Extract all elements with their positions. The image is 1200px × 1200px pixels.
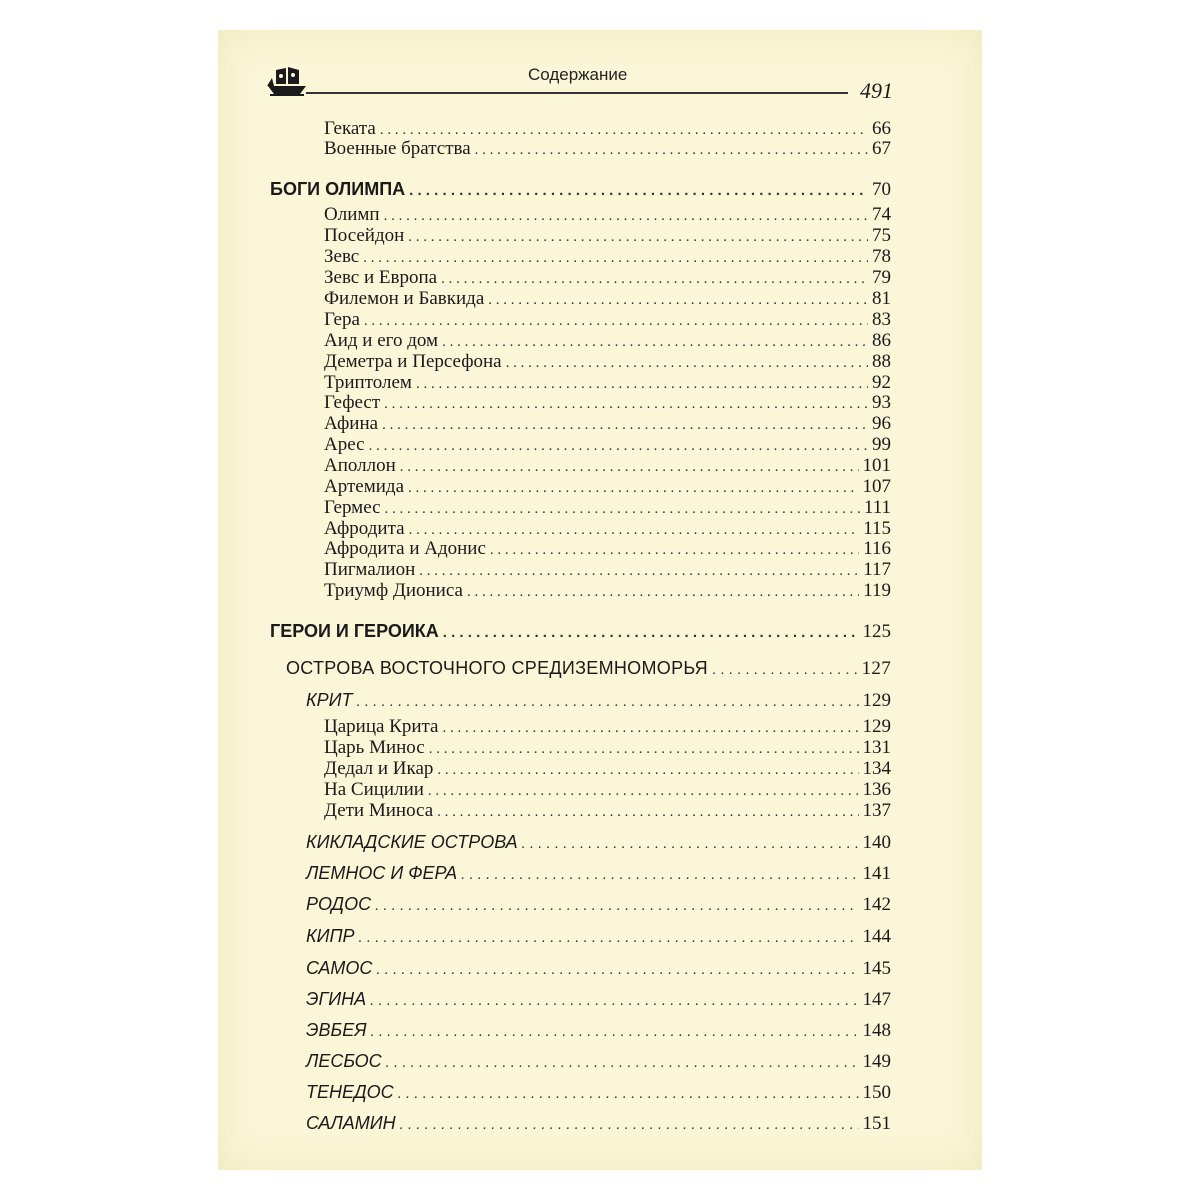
toc-entry-title: Афродита	[324, 518, 405, 539]
dot-leader	[475, 139, 868, 161]
toc-entry-page: 93	[872, 392, 891, 413]
toc-entry-page: 136	[862, 779, 891, 800]
toc-entry	[324, 288, 891, 311]
toc-entry-page: 131	[862, 737, 891, 758]
toc-entry	[324, 309, 891, 332]
dot-leader	[384, 393, 868, 415]
toc-entry	[324, 225, 891, 248]
dot-leader	[371, 1021, 859, 1043]
toc-entry	[324, 330, 891, 353]
toc-entry-title: Афродита и Адонис	[324, 538, 486, 559]
toc-entry	[324, 413, 891, 436]
toc-entry-page: 149	[862, 1051, 891, 1072]
toc-entry-page: 141	[862, 863, 891, 884]
toc-entry-title: Аид и его дом	[324, 330, 439, 351]
toc-entry	[306, 988, 891, 1012]
table-of-contents	[218, 30, 982, 1170]
toc-entry-title: Царь Минос	[324, 737, 425, 758]
toc-entry-page: 66	[872, 118, 891, 139]
toc-entry-page: 101	[862, 455, 891, 476]
toc-entry	[286, 657, 891, 681]
toc-entry-title: На Сицилии	[324, 779, 424, 800]
toc-entry	[324, 779, 891, 802]
toc-entry-page: 129	[862, 716, 891, 737]
toc-entry-page: 75	[872, 225, 891, 246]
toc-entry-page: 92	[872, 372, 891, 393]
toc-entry	[306, 1081, 891, 1105]
toc-entry-page: 83	[872, 309, 891, 330]
toc-entry-title: САЛАМИН	[306, 1113, 396, 1133]
dot-leader	[522, 833, 859, 855]
dot-leader	[442, 717, 858, 739]
dot-leader	[376, 959, 858, 981]
toc-entry-page: 140	[862, 832, 891, 853]
toc-entry-title: КРИТ	[306, 690, 353, 710]
toc-entry	[306, 831, 891, 855]
toc-entry-title: ЛЕМНОС И ФЕРА	[306, 863, 458, 883]
toc-entry-page: 148	[862, 1020, 891, 1041]
toc-entry-page: 134	[862, 758, 891, 779]
dot-leader	[400, 1114, 859, 1136]
dot-leader	[375, 895, 858, 917]
toc-entry-page: 99	[872, 434, 891, 455]
dot-leader	[398, 1083, 859, 1105]
dot-leader	[506, 352, 868, 374]
dot-leader	[357, 691, 859, 713]
dot-leader	[364, 310, 868, 332]
toc-entry	[306, 925, 891, 949]
toc-entry-title: ГЕРОИ И ГЕРОИКА	[270, 621, 439, 641]
dot-leader	[363, 247, 868, 269]
toc-entry-title: Арес	[324, 434, 365, 455]
book-page	[218, 30, 982, 1170]
toc-entry	[306, 862, 891, 886]
toc-entry	[324, 246, 891, 269]
dot-leader	[382, 414, 868, 436]
dot-leader	[441, 268, 868, 290]
toc-entry-title: КИПР	[306, 926, 355, 946]
toc-entry-title: Триптолем	[324, 372, 412, 393]
toc-entry-page: 67	[872, 138, 891, 159]
toc-entry-title: ТЕНЕДОС	[306, 1082, 394, 1102]
toc-entry-page: 129	[862, 690, 891, 711]
toc-entry	[324, 559, 891, 582]
toc-entry	[324, 580, 891, 603]
toc-entry	[324, 758, 891, 781]
toc-entry-title: Царица Крита	[324, 716, 439, 737]
dot-leader	[384, 205, 868, 227]
dot-leader	[408, 477, 859, 499]
toc-entry	[306, 689, 891, 713]
toc-entry-title: Зевс	[324, 246, 360, 267]
toc-entry-page: 127	[861, 658, 891, 679]
toc-entry-page: 144	[862, 926, 891, 947]
toc-entry	[306, 893, 891, 917]
dot-leader	[370, 990, 858, 1012]
toc-entry	[324, 351, 891, 374]
toc-entry-title: ОСТРОВА ВОСТОЧНОГО СРЕДИЗЕМНОМОРЬЯ	[286, 658, 708, 678]
toc-entry	[324, 434, 891, 457]
toc-entry-title: Зевс и Европа	[324, 267, 438, 288]
dot-leader	[712, 659, 858, 681]
dot-leader	[461, 864, 858, 886]
toc-entry-title: КИКЛАДСКИЕ ОСТРОВА	[306, 832, 518, 852]
toc-entry-title: Афина	[324, 413, 379, 434]
toc-entry-title: Деметра и Персефона	[324, 351, 502, 372]
toc-entry-page: 150	[862, 1082, 891, 1103]
dot-leader	[408, 226, 868, 248]
running-title: Содержание	[528, 65, 628, 84]
toc-entry-page: 115	[863, 518, 891, 539]
dot-leader	[386, 1052, 859, 1074]
toc-entry-title: Дети Миноса	[324, 800, 434, 821]
toc-entry	[324, 800, 891, 823]
toc-entry-title: Дедал и Икар	[324, 758, 434, 779]
toc-entry-page: 88	[872, 351, 891, 372]
page-number: 491	[860, 78, 893, 103]
toc-entry-title: ЛЕСБОС	[306, 1051, 382, 1071]
toc-entry	[324, 716, 891, 739]
dot-leader	[400, 456, 859, 478]
toc-entry-page: 117	[863, 559, 891, 580]
toc-entry-title: Геката	[324, 118, 376, 139]
dot-leader	[442, 331, 868, 353]
toc-entry	[270, 620, 891, 644]
toc-entry	[324, 267, 891, 290]
toc-entry-title: Филемон и Бавкида	[324, 288, 485, 309]
toc-entry-title: Триумф Диониса	[324, 580, 463, 601]
dot-leader	[437, 759, 858, 781]
toc-entry-page: 119	[863, 580, 891, 601]
toc-entry-title: БОГИ ОЛИМПА	[270, 179, 406, 199]
toc-entry-page: 78	[872, 246, 891, 267]
dot-leader	[490, 539, 859, 561]
toc-entry-title: САМОС	[306, 958, 373, 978]
toc-entry-page: 137	[862, 800, 891, 821]
toc-entry-page: 151	[862, 1113, 891, 1134]
toc-entry-title: Олимп	[324, 204, 380, 225]
toc-entry-page: 79	[872, 267, 891, 288]
toc-entry-page: 142	[862, 894, 891, 915]
toc-entry-title: Гера	[324, 309, 360, 330]
dot-leader	[385, 498, 860, 520]
toc-entry	[306, 1019, 891, 1043]
toc-entry	[324, 455, 891, 478]
dot-leader	[488, 289, 868, 311]
dot-leader	[429, 738, 859, 760]
dot-leader	[369, 435, 868, 457]
toc-entry-page: 86	[872, 330, 891, 351]
toc-entry	[324, 497, 891, 520]
toc-entry-page: 125	[862, 621, 891, 642]
toc-entry-page: 74	[872, 204, 891, 225]
toc-entry-page: 70	[872, 179, 891, 200]
toc-entry	[324, 138, 891, 161]
toc-entry	[270, 178, 891, 202]
toc-entry-page: 81	[872, 288, 891, 309]
toc-entry-title: Гефест	[324, 392, 381, 413]
dot-leader	[443, 622, 859, 644]
toc-entry	[324, 476, 891, 499]
toc-entry-page: 147	[862, 989, 891, 1010]
dot-leader	[359, 927, 859, 949]
toc-entry-page: 107	[862, 476, 891, 497]
toc-entry-page: 116	[863, 538, 891, 559]
toc-entry-title: РОДОС	[306, 894, 372, 914]
toc-entry	[324, 392, 891, 415]
toc-entry	[306, 957, 891, 981]
toc-entry-title: Гермес	[324, 497, 381, 518]
dot-leader	[428, 780, 859, 802]
toc-entry-title: Аполлон	[324, 455, 396, 476]
toc-entry-page: 111	[863, 497, 891, 518]
toc-entry	[306, 1050, 891, 1074]
toc-entry-title: Артемида	[324, 476, 404, 497]
dot-leader	[467, 581, 859, 603]
toc-entry	[324, 538, 891, 561]
toc-entry-title: Посейдон	[324, 225, 405, 246]
toc-entry-title: ЭГИНА	[306, 989, 367, 1009]
toc-entry	[306, 1112, 891, 1136]
toc-entry-title: Военные братства	[324, 138, 471, 159]
toc-entry	[324, 737, 891, 760]
dot-leader	[437, 801, 858, 823]
toc-entry	[324, 204, 891, 227]
toc-entry-page: 96	[872, 413, 891, 434]
dot-leader	[419, 560, 859, 582]
dot-leader	[409, 180, 868, 202]
toc-entry-page: 145	[862, 958, 891, 979]
toc-entry-title: ЭВБЕЯ	[306, 1020, 367, 1040]
toc-entry-title: Пигмалион	[324, 559, 416, 580]
